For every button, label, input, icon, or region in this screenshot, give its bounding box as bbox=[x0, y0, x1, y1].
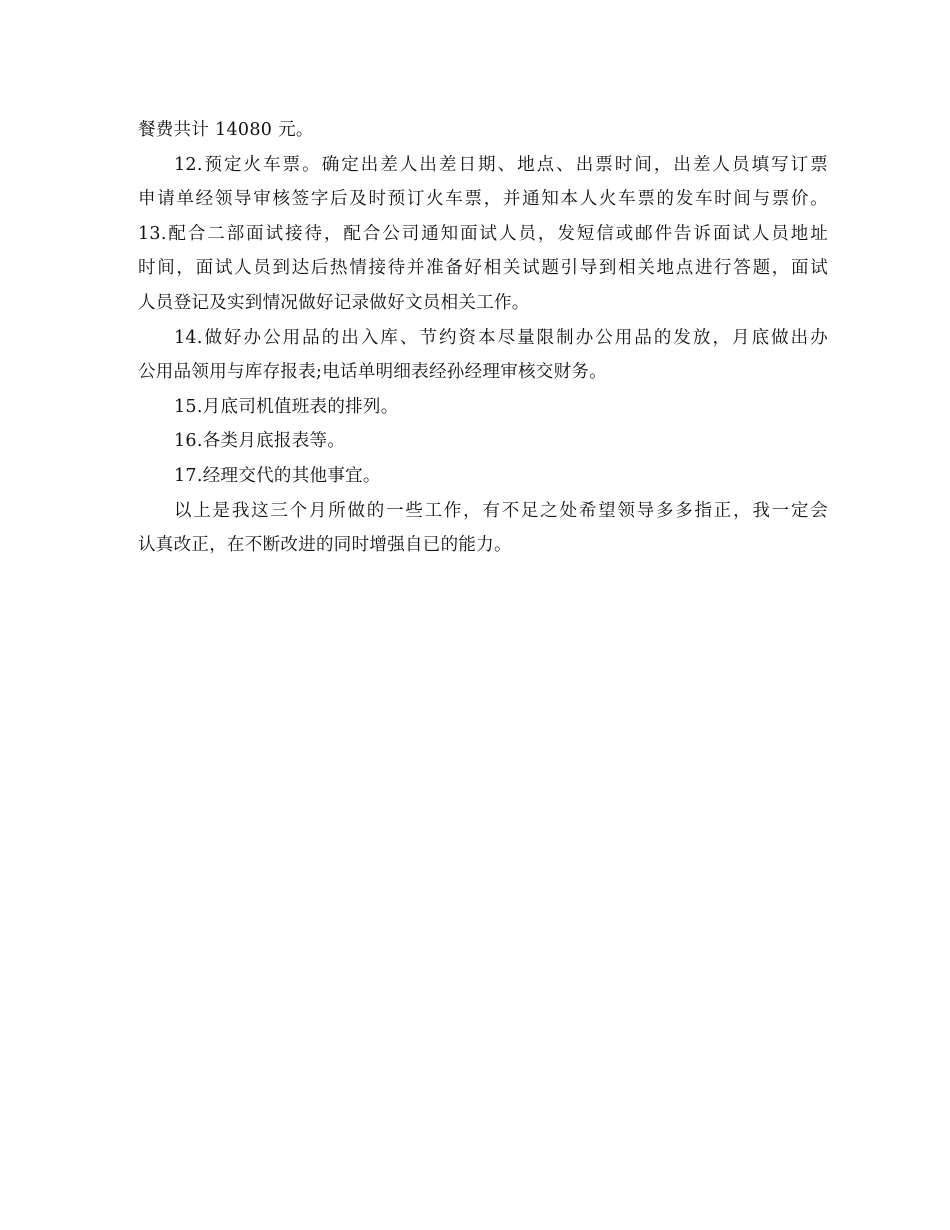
text-line: 申请单经领导审核签字后及时预订火车票，并通知本人火车票的发车时间与票价。 bbox=[138, 189, 828, 210]
text-line: 餐费共计 14080 元。 bbox=[138, 120, 314, 140]
document-body bbox=[138, 113, 828, 563]
text-line: 公用品领用与库存报表;电话单明细表经孙经理审核交财务。 bbox=[138, 362, 607, 383]
text-line: 17.经理交代的其他事宜。 bbox=[174, 465, 381, 486]
text-line: 时间，面试人员到达后热情接待并准备好相关试题引导到相关地点进行答题，面试 bbox=[138, 258, 828, 279]
text-line: 13.配合二部面试接待，配合公司通知面试人员，发短信或邮件告诉面试人员地址 bbox=[138, 223, 828, 244]
text-line: 15.月底司机值班表的排列。 bbox=[174, 396, 399, 417]
text-line: 认真改正，在不断改进的同时增强自已的能力。 bbox=[138, 535, 512, 556]
text-line: 人员登记及实到情况做好记录做好文员相关工作。 bbox=[138, 292, 530, 313]
text-line: 12.预定火车票。确定出差人出差日期、地点、出票时间，出差人员填写订票 bbox=[174, 154, 828, 175]
text-line: 以上是我这三个月所做的一些工作，有不足之处希望领导多多指正，我一定会 bbox=[174, 500, 828, 521]
text-line: 16.各类月底报表等。 bbox=[174, 431, 346, 452]
text-line: 14.做好办公用品的出入库、节约资本尽量限制办公用品的发放，月底做出办 bbox=[174, 327, 828, 348]
